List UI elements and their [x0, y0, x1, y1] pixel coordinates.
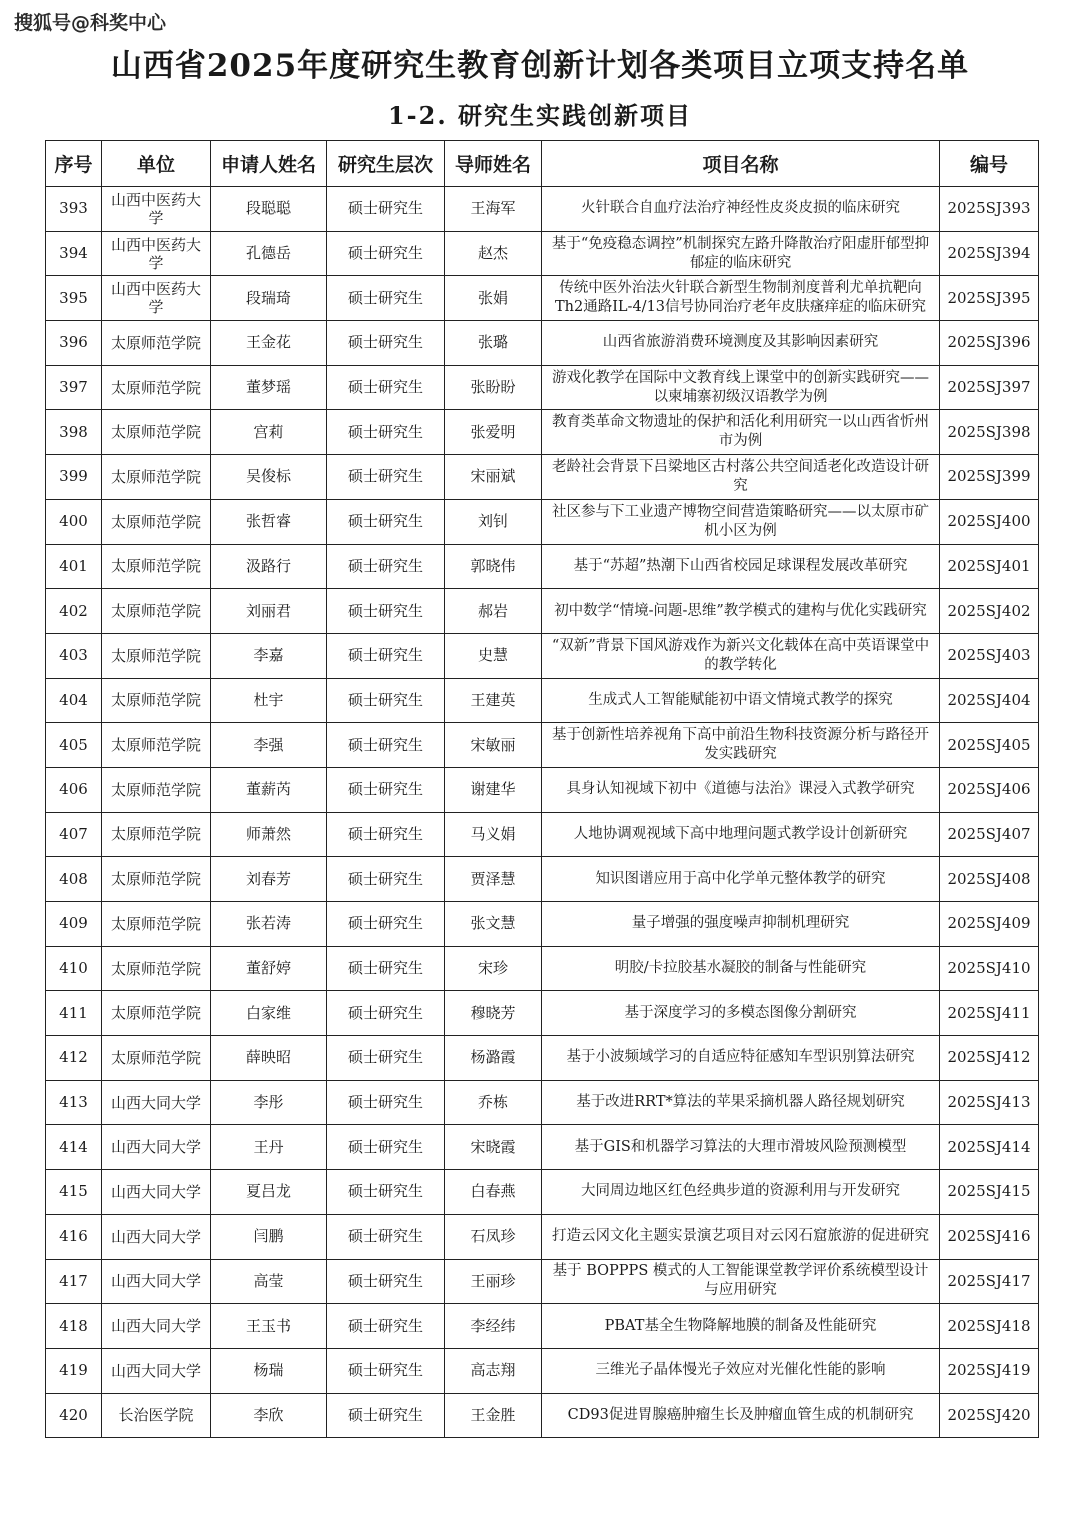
table-row	[46, 544, 1039, 589]
row-project: 知识图谱应用于高中化学单元整体教学的研究	[542, 857, 940, 902]
row-level: 硕士研究生	[327, 812, 445, 857]
table-row	[46, 1259, 1039, 1304]
row-unit: 太原师范学院	[102, 678, 211, 723]
row-project: 三维光子晶体慢光子效应对光催化性能的影响	[542, 1348, 940, 1393]
table-row	[46, 812, 1039, 857]
row-project: “双新”背景下国风游戏作为新兴文化载体在高中英语课堂中的教学转化	[542, 633, 940, 678]
row-project: 基于“免疫稳态调控”机制探究左路升降散治疗阳虚肝郁型抑郁症的临床研究	[542, 231, 940, 276]
row-advisor: 杨潞霞	[445, 1036, 542, 1081]
row-level: 硕士研究生	[327, 321, 445, 366]
row-project: 基于“苏超”热潮下山西省校园足球课程发展改革研究	[542, 544, 940, 589]
row-advisor: 高志翔	[445, 1348, 542, 1393]
table-row	[46, 455, 1039, 500]
row-applicant: 段瑞琦	[211, 276, 327, 321]
row-code: 2025SJ396	[940, 321, 1039, 366]
row-level: 硕士研究生	[327, 455, 445, 500]
row-advisor: 王海军	[445, 187, 542, 232]
row-unit: 太原师范学院	[102, 321, 211, 366]
header-unit: 单位	[102, 141, 211, 187]
row-unit: 太原师范学院	[102, 365, 211, 410]
row-unit: 太原师范学院	[102, 589, 211, 634]
row-index: 413	[46, 1080, 102, 1125]
row-index: 399	[46, 455, 102, 500]
row-applicant: 闫鹏	[211, 1214, 327, 1259]
row-level: 硕士研究生	[327, 1348, 445, 1393]
row-unit: 太原师范学院	[102, 544, 211, 589]
row-code: 2025SJ399	[940, 455, 1039, 500]
table-row	[46, 767, 1039, 812]
row-code: 2025SJ408	[940, 857, 1039, 902]
row-advisor: 王金胜	[445, 1393, 542, 1438]
row-unit: 长治医学院	[102, 1393, 211, 1438]
row-unit: 太原师范学院	[102, 902, 211, 947]
row-code: 2025SJ397	[940, 365, 1039, 410]
row-advisor: 宋珍	[445, 946, 542, 991]
row-applicant: 师萧然	[211, 812, 327, 857]
row-project: 基于小波频域学习的自适应特征感知车型识别算法研究	[542, 1036, 940, 1081]
row-applicant: 孔德岳	[211, 231, 327, 276]
row-advisor: 张璐	[445, 321, 542, 366]
row-index: 418	[46, 1304, 102, 1349]
row-applicant: 董梦瑶	[211, 365, 327, 410]
row-unit: 山西大同大学	[102, 1080, 211, 1125]
row-code: 2025SJ395	[940, 276, 1039, 321]
row-project: 基于创新性培养视角下高中前沿生物科技资源分析与路径开发实践研究	[542, 723, 940, 768]
row-advisor: 赵杰	[445, 231, 542, 276]
section-subtitle: 1-2. 研究生实践创新项目	[387, 101, 693, 130]
row-advisor: 张盼盼	[445, 365, 542, 410]
table-row	[46, 946, 1039, 991]
row-unit: 山西大同大学	[102, 1348, 211, 1393]
row-applicant: 吴俊标	[211, 455, 327, 500]
header-applicant: 申请人姓名	[211, 141, 327, 187]
row-applicant: 王玉书	[211, 1304, 327, 1349]
row-level: 硕士研究生	[327, 1170, 445, 1215]
row-project: 山西省旅游消费环境测度及其影响因素研究	[542, 321, 940, 366]
row-unit: 太原师范学院	[102, 633, 211, 678]
row-index: 414	[46, 1125, 102, 1170]
row-level: 硕士研究生	[327, 633, 445, 678]
row-unit: 山西大同大学	[102, 1259, 211, 1304]
table-row	[46, 1214, 1039, 1259]
header-project: 项目名称	[542, 141, 940, 187]
row-unit: 山西大同大学	[102, 1170, 211, 1215]
row-level: 硕士研究生	[327, 991, 445, 1036]
row-index: 402	[46, 589, 102, 634]
row-index: 406	[46, 767, 102, 812]
row-applicant: 薛映昭	[211, 1036, 327, 1081]
row-unit: 太原师范学院	[102, 767, 211, 812]
row-advisor: 李经纬	[445, 1304, 542, 1349]
header-level: 研究生层次	[327, 141, 445, 187]
row-project: 打造云冈文化主题实景演艺项目对云冈石窟旅游的促进研究	[542, 1214, 940, 1259]
table-row	[46, 231, 1039, 276]
row-index: 394	[46, 231, 102, 276]
row-level: 硕士研究生	[327, 1214, 445, 1259]
row-index: 411	[46, 991, 102, 1036]
row-unit: 太原师范学院	[102, 857, 211, 902]
row-code: 2025SJ401	[940, 544, 1039, 589]
row-advisor: 张文慧	[445, 902, 542, 947]
row-advisor: 刘钊	[445, 499, 542, 544]
row-project: 社区参与下工业遗产博物空间营造策略研究——以太原市矿机小区为例	[542, 499, 940, 544]
row-level: 硕士研究生	[327, 723, 445, 768]
row-index: 404	[46, 678, 102, 723]
row-level: 硕士研究生	[327, 946, 445, 991]
row-applicant: 杨瑞	[211, 1348, 327, 1393]
row-advisor: 王丽珍	[445, 1259, 542, 1304]
row-advisor: 谢建华	[445, 767, 542, 812]
row-code: 2025SJ393	[940, 187, 1039, 232]
row-index: 405	[46, 723, 102, 768]
table-row	[46, 1304, 1039, 1349]
table-row	[46, 365, 1039, 410]
row-index: 412	[46, 1036, 102, 1081]
table-row	[46, 276, 1039, 321]
row-code: 2025SJ417	[940, 1259, 1039, 1304]
row-advisor: 贾泽慧	[445, 857, 542, 902]
row-level: 硕士研究生	[327, 1393, 445, 1438]
row-advisor: 石凤珍	[445, 1214, 542, 1259]
row-unit: 太原师范学院	[102, 812, 211, 857]
row-applicant: 董薪芮	[211, 767, 327, 812]
row-level: 硕士研究生	[327, 365, 445, 410]
row-code: 2025SJ404	[940, 678, 1039, 723]
row-level: 硕士研究生	[327, 1259, 445, 1304]
row-level: 硕士研究生	[327, 1125, 445, 1170]
row-applicant: 王丹	[211, 1125, 327, 1170]
watermark-text: 搜狐号@科奖中心	[14, 12, 167, 34]
row-unit: 太原师范学院	[102, 723, 211, 768]
row-code: 2025SJ414	[940, 1125, 1039, 1170]
row-index: 420	[46, 1393, 102, 1438]
row-unit: 山西中医药大学	[102, 276, 211, 321]
row-applicant: 李欣	[211, 1393, 327, 1438]
row-project: 传统中医外治法火针联合新型生物制剂度普利尤单抗靶向Th2通路IL-4/13信号协同治疗老年皮肤瘙痒症的临床研究	[542, 276, 940, 321]
row-applicant: 段聪聪	[211, 187, 327, 232]
row-index: 409	[46, 902, 102, 947]
table-row	[46, 678, 1039, 723]
row-advisor: 宋丽斌	[445, 455, 542, 500]
row-unit: 山西中医药大学	[102, 187, 211, 232]
row-index: 400	[46, 499, 102, 544]
row-applicant: 李强	[211, 723, 327, 768]
row-code: 2025SJ411	[940, 991, 1039, 1036]
row-code: 2025SJ407	[940, 812, 1039, 857]
row-index: 398	[46, 410, 102, 455]
row-applicant: 李彤	[211, 1080, 327, 1125]
row-advisor: 史慧	[445, 633, 542, 678]
row-index: 417	[46, 1259, 102, 1304]
header-code: 编号	[940, 141, 1039, 187]
row-code: 2025SJ402	[940, 589, 1039, 634]
row-level: 硕士研究生	[327, 1304, 445, 1349]
row-level: 硕士研究生	[327, 767, 445, 812]
row-code: 2025SJ405	[940, 723, 1039, 768]
row-applicant: 宫莉	[211, 410, 327, 455]
table-row	[46, 857, 1039, 902]
row-level: 硕士研究生	[327, 857, 445, 902]
row-advisor: 白春燕	[445, 1170, 542, 1215]
table-row	[46, 410, 1039, 455]
row-applicant: 王金花	[211, 321, 327, 366]
row-unit: 太原师范学院	[102, 499, 211, 544]
table-row	[46, 1348, 1039, 1393]
row-project: 生成式人工智能赋能初中语文情境式教学的探究	[542, 678, 940, 723]
row-unit: 太原师范学院	[102, 991, 211, 1036]
table-row	[46, 991, 1039, 1036]
row-code: 2025SJ406	[940, 767, 1039, 812]
row-applicant: 汲路行	[211, 544, 327, 589]
header-advisor: 导师姓名	[445, 141, 542, 187]
row-applicant: 董舒婷	[211, 946, 327, 991]
row-project: 大同周边地区红色经典步道的资源利用与开发研究	[542, 1170, 940, 1215]
row-project: 教育类革命文物遗址的保护和活化利用研究一以山西省忻州市为例	[542, 410, 940, 455]
row-level: 硕士研究生	[327, 589, 445, 634]
row-project: 基于 BOPPPS 模式的人工智能课堂教学评价系统模型设计与应用研究	[542, 1259, 940, 1304]
row-advisor: 宋晓霞	[445, 1125, 542, 1170]
row-index: 408	[46, 857, 102, 902]
row-level: 硕士研究生	[327, 499, 445, 544]
row-index: 401	[46, 544, 102, 589]
row-advisor: 穆晓芳	[445, 991, 542, 1036]
row-advisor: 张爱明	[445, 410, 542, 455]
table-header-row	[46, 141, 1039, 187]
row-unit: 太原师范学院	[102, 410, 211, 455]
row-advisor: 王建英	[445, 678, 542, 723]
table-row	[46, 1080, 1039, 1125]
row-project: PBAT基全生物降解地膜的制备及性能研究	[542, 1304, 940, 1349]
row-applicant: 刘丽君	[211, 589, 327, 634]
header-index: 序号	[46, 141, 102, 187]
row-code: 2025SJ412	[940, 1036, 1039, 1081]
row-level: 硕士研究生	[327, 1080, 445, 1125]
row-code: 2025SJ420	[940, 1393, 1039, 1438]
row-project: 火针联合自血疗法治疗神经性皮炎皮损的临床研究	[542, 187, 940, 232]
row-advisor: 马义娟	[445, 812, 542, 857]
row-project: 基于GIS和机器学习算法的大理市滑坡风险预测模型	[542, 1125, 940, 1170]
row-project: 基于改进RRT*算法的苹果采摘机器人路径规划研究	[542, 1080, 940, 1125]
row-project: CD93促进胃腺癌肿瘤生长及肿瘤血管生成的机制研究	[542, 1393, 940, 1438]
row-applicant: 李嘉	[211, 633, 327, 678]
row-applicant: 刘春芳	[211, 857, 327, 902]
row-level: 硕士研究生	[327, 902, 445, 947]
row-code: 2025SJ409	[940, 902, 1039, 947]
row-level: 硕士研究生	[327, 187, 445, 232]
table-row	[46, 499, 1039, 544]
row-code: 2025SJ403	[940, 633, 1039, 678]
row-project: 具身认知视域下初中《道德与法治》课浸入式教学研究	[542, 767, 940, 812]
table-row	[46, 589, 1039, 634]
row-project: 人地协调观视域下高中地理问题式教学设计创新研究	[542, 812, 940, 857]
table-row	[46, 633, 1039, 678]
row-project: 量子增强的强度噪声抑制机理研究	[542, 902, 940, 947]
row-unit: 太原师范学院	[102, 946, 211, 991]
row-advisor: 张娟	[445, 276, 542, 321]
row-level: 硕士研究生	[327, 276, 445, 321]
row-code: 2025SJ419	[940, 1348, 1039, 1393]
row-level: 硕士研究生	[327, 678, 445, 723]
row-applicant: 张哲睿	[211, 499, 327, 544]
row-code: 2025SJ410	[940, 946, 1039, 991]
row-level: 硕士研究生	[327, 544, 445, 589]
row-index: 403	[46, 633, 102, 678]
row-applicant: 夏吕龙	[211, 1170, 327, 1215]
table-row	[46, 1393, 1039, 1438]
row-index: 397	[46, 365, 102, 410]
table-row	[46, 902, 1039, 947]
row-project: 初中数学“情境-问题-思维”教学模式的建构与优化实践研究	[542, 589, 940, 634]
table-row	[46, 187, 1039, 232]
row-project: 明胶/卡拉胶基水凝胶的制备与性能研究	[542, 946, 940, 991]
table-row	[46, 1125, 1039, 1170]
row-advisor: 郭晓伟	[445, 544, 542, 589]
row-unit: 山西大同大学	[102, 1304, 211, 1349]
row-unit: 太原师范学院	[102, 1036, 211, 1081]
row-code: 2025SJ416	[940, 1214, 1039, 1259]
table-row	[46, 321, 1039, 366]
row-code: 2025SJ398	[940, 410, 1039, 455]
row-advisor: 乔栋	[445, 1080, 542, 1125]
row-unit: 山西大同大学	[102, 1214, 211, 1259]
row-project: 老龄社会背景下吕梁地区古村落公共空间适老化改造设计研究	[542, 455, 940, 500]
row-code: 2025SJ415	[940, 1170, 1039, 1215]
row-code: 2025SJ394	[940, 231, 1039, 276]
row-index: 393	[46, 187, 102, 232]
row-level: 硕士研究生	[327, 410, 445, 455]
row-index: 396	[46, 321, 102, 366]
row-index: 415	[46, 1170, 102, 1215]
row-project: 游戏化教学在国际中文教育线上课堂中的创新实践研究——以柬埔寨初级汉语教学为例	[542, 365, 940, 410]
row-project: 基于深度学习的多模态图像分割研究	[542, 991, 940, 1036]
row-unit: 山西大同大学	[102, 1125, 211, 1170]
row-applicant: 白家维	[211, 991, 327, 1036]
row-applicant: 张若涛	[211, 902, 327, 947]
row-index: 419	[46, 1348, 102, 1393]
row-index: 410	[46, 946, 102, 991]
table-row	[46, 723, 1039, 768]
row-code: 2025SJ418	[940, 1304, 1039, 1349]
table-row	[46, 1036, 1039, 1081]
row-unit: 太原师范学院	[102, 455, 211, 500]
row-applicant: 高莹	[211, 1259, 327, 1304]
row-code: 2025SJ400	[940, 499, 1039, 544]
row-index: 416	[46, 1214, 102, 1259]
row-applicant: 杜宇	[211, 678, 327, 723]
row-index: 395	[46, 276, 102, 321]
row-index: 407	[46, 812, 102, 857]
page-title: 山西省2025年度研究生教育创新计划各类项目立项支持名单	[110, 48, 970, 84]
row-level: 硕士研究生	[327, 231, 445, 276]
row-advisor: 郝岩	[445, 589, 542, 634]
row-code: 2025SJ413	[940, 1080, 1039, 1125]
row-level: 硕士研究生	[327, 1036, 445, 1081]
row-unit: 山西中医药大学	[102, 231, 211, 276]
table-row	[46, 1170, 1039, 1215]
row-advisor: 宋敏丽	[445, 723, 542, 768]
project-table	[45, 140, 1039, 1438]
